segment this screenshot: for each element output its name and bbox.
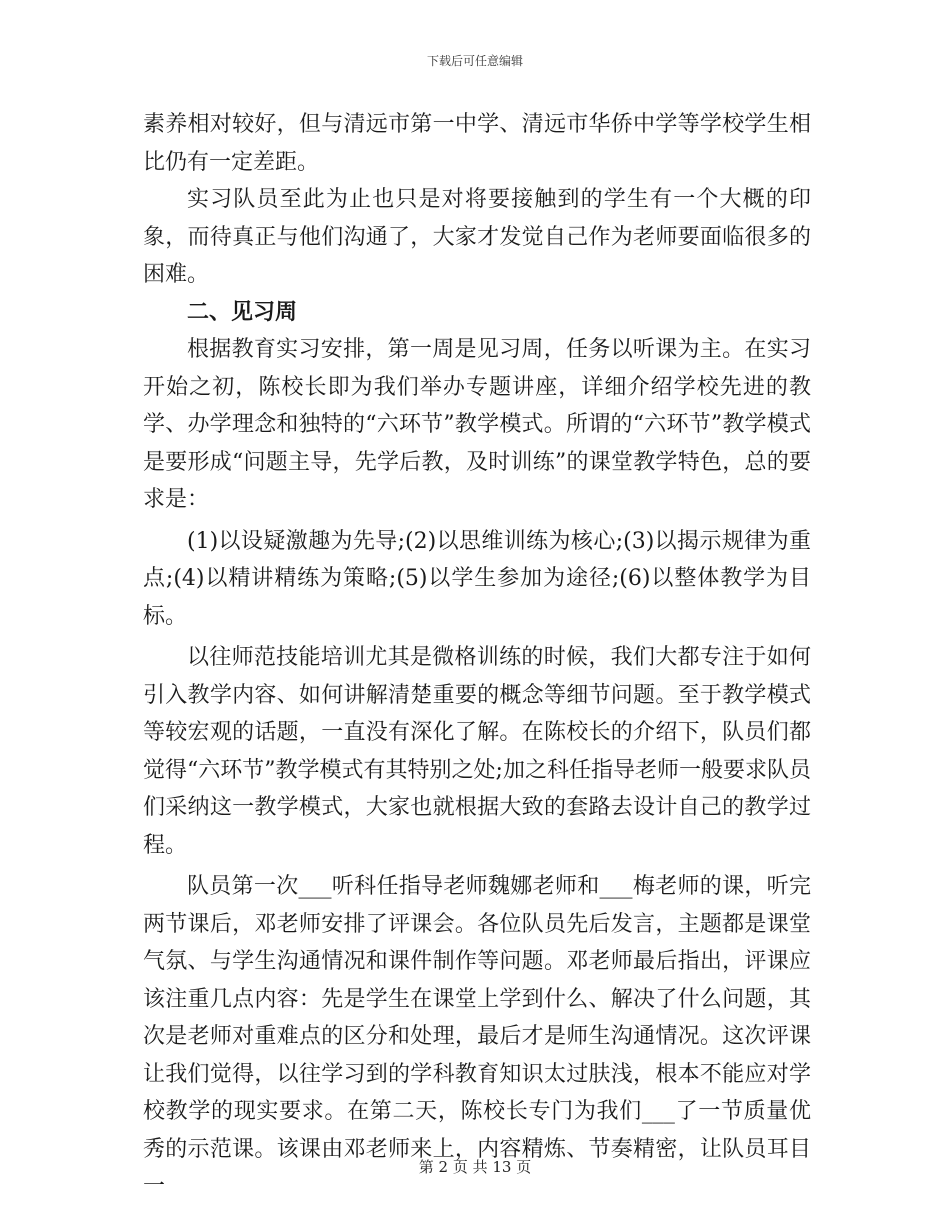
document-body (143, 106, 811, 1206)
paragraph-impression: 实习队员至此为止也只是对将要接触到的学生有一个大概的印象，而待真正与他们沟通了，大家才发觉自己作为老师要面临很多的困难。 (143, 187, 811, 287)
paragraph-six-links: (1)以设疑激趣为先导;(2)以思维训练为核心;(3)以揭示规律为重点;(4)以精讲精练为策略;(5)以学生参加为途径;(6)以整体教学为目标。 (143, 528, 811, 629)
section-heading: 二、见习周 (187, 298, 298, 325)
paragraph-continuation: 素养相对较好，但与清远市第一中学、清远市华侨中学等学校学生相比仍有一定差距。 (143, 112, 811, 175)
paragraph-teaching-model: 以往师范技能培训尤其是微格训练的时候，我们大都专注于如何引入教学内容、如何讲解清楚重要的概念等细节问题。至于教学模式等较宏观的话题，一直没有深化了解。在陈校长的介绍下，队员们都觉得“六环节”教学模式有其特别之处;加之科任指导老师一般要求队员们采纳这一教学模式，大家也就根据大致的套路去设计自己的教学过程。 (143, 645, 811, 858)
page-header-note: 下载后可任意编辑 (426, 54, 523, 68)
paragraph-observation-week: 根据教育实习安排，第一周是见习周，任务以听课为主。在实习开始之初，陈校长即为我们举办专题讲座，详细介绍学校先进的教学、办学理念和独特的“六环节”教学模式。所谓的“六环节”教学模式是要形成“问题主导，先学后教，及时训练”的课堂教学特色，总的要求是： (143, 337, 811, 512)
page-number: 第 2 页 共 13 页 (418, 1158, 532, 1176)
paragraph-lecture-review: 队员第一次___听科任指导老师魏娜老师和___梅老师的课，听完两节课后，邓老师安排了评课会。各位队员先后发言，主题都是课堂气氛、与学生沟通情况和课件制作等问题。邓老师最后指出，评课应该注重几点内容：先是学生在课堂上学到什么、解决了什么问题，其次是老师对重难点的区分和处理，最后才是师生沟通情况。这次评课让我们觉得，以往学习到的学科教育知识太过肤浅，根本不能应对学校教学的现实要求。在第二天，陈校长专门为我们___了一节质量优秀的示范课。该课由邓老师来上，内容精炼、节奏精密，让队员耳目一 (143, 874, 811, 1199)
